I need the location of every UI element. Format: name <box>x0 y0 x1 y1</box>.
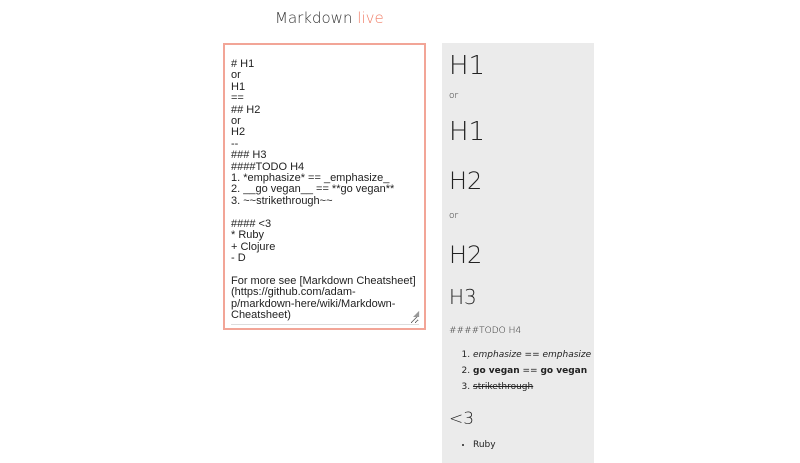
resize-grip-icon[interactable]: ◢ <box>413 309 420 318</box>
list-item: • Ruby <box>473 440 496 450</box>
preview-text-or: or <box>449 211 459 221</box>
markdown-editor-textarea[interactable] <box>231 51 419 325</box>
app-title-accent: live <box>357 9 384 27</box>
preview-h2: H2 <box>449 241 483 269</box>
list-item: 3. strikethrough <box>473 382 591 392</box>
preview-unordered-list <box>449 440 496 456</box>
list-item: 2. go vegan == go vegan <box>473 366 591 376</box>
preview-h4-heart: <3 <box>449 409 475 429</box>
preview-h2: H2 <box>449 167 483 195</box>
preview-h3: H3 <box>449 285 477 309</box>
preview-todo-h4-text: ####TODO H4 <box>449 326 522 336</box>
app-title <box>275 9 384 27</box>
preview-text-or: or <box>449 91 459 101</box>
preview-h1: H1 <box>449 51 486 81</box>
app-title-main: Markdown <box>275 9 353 27</box>
preview-h1: H1 <box>449 117 486 147</box>
list-item: 1. emphasize == emphasize <box>473 350 591 360</box>
preview-ordered-list <box>449 350 591 398</box>
editor-panel <box>223 43 426 330</box>
preview-panel <box>442 43 594 463</box>
